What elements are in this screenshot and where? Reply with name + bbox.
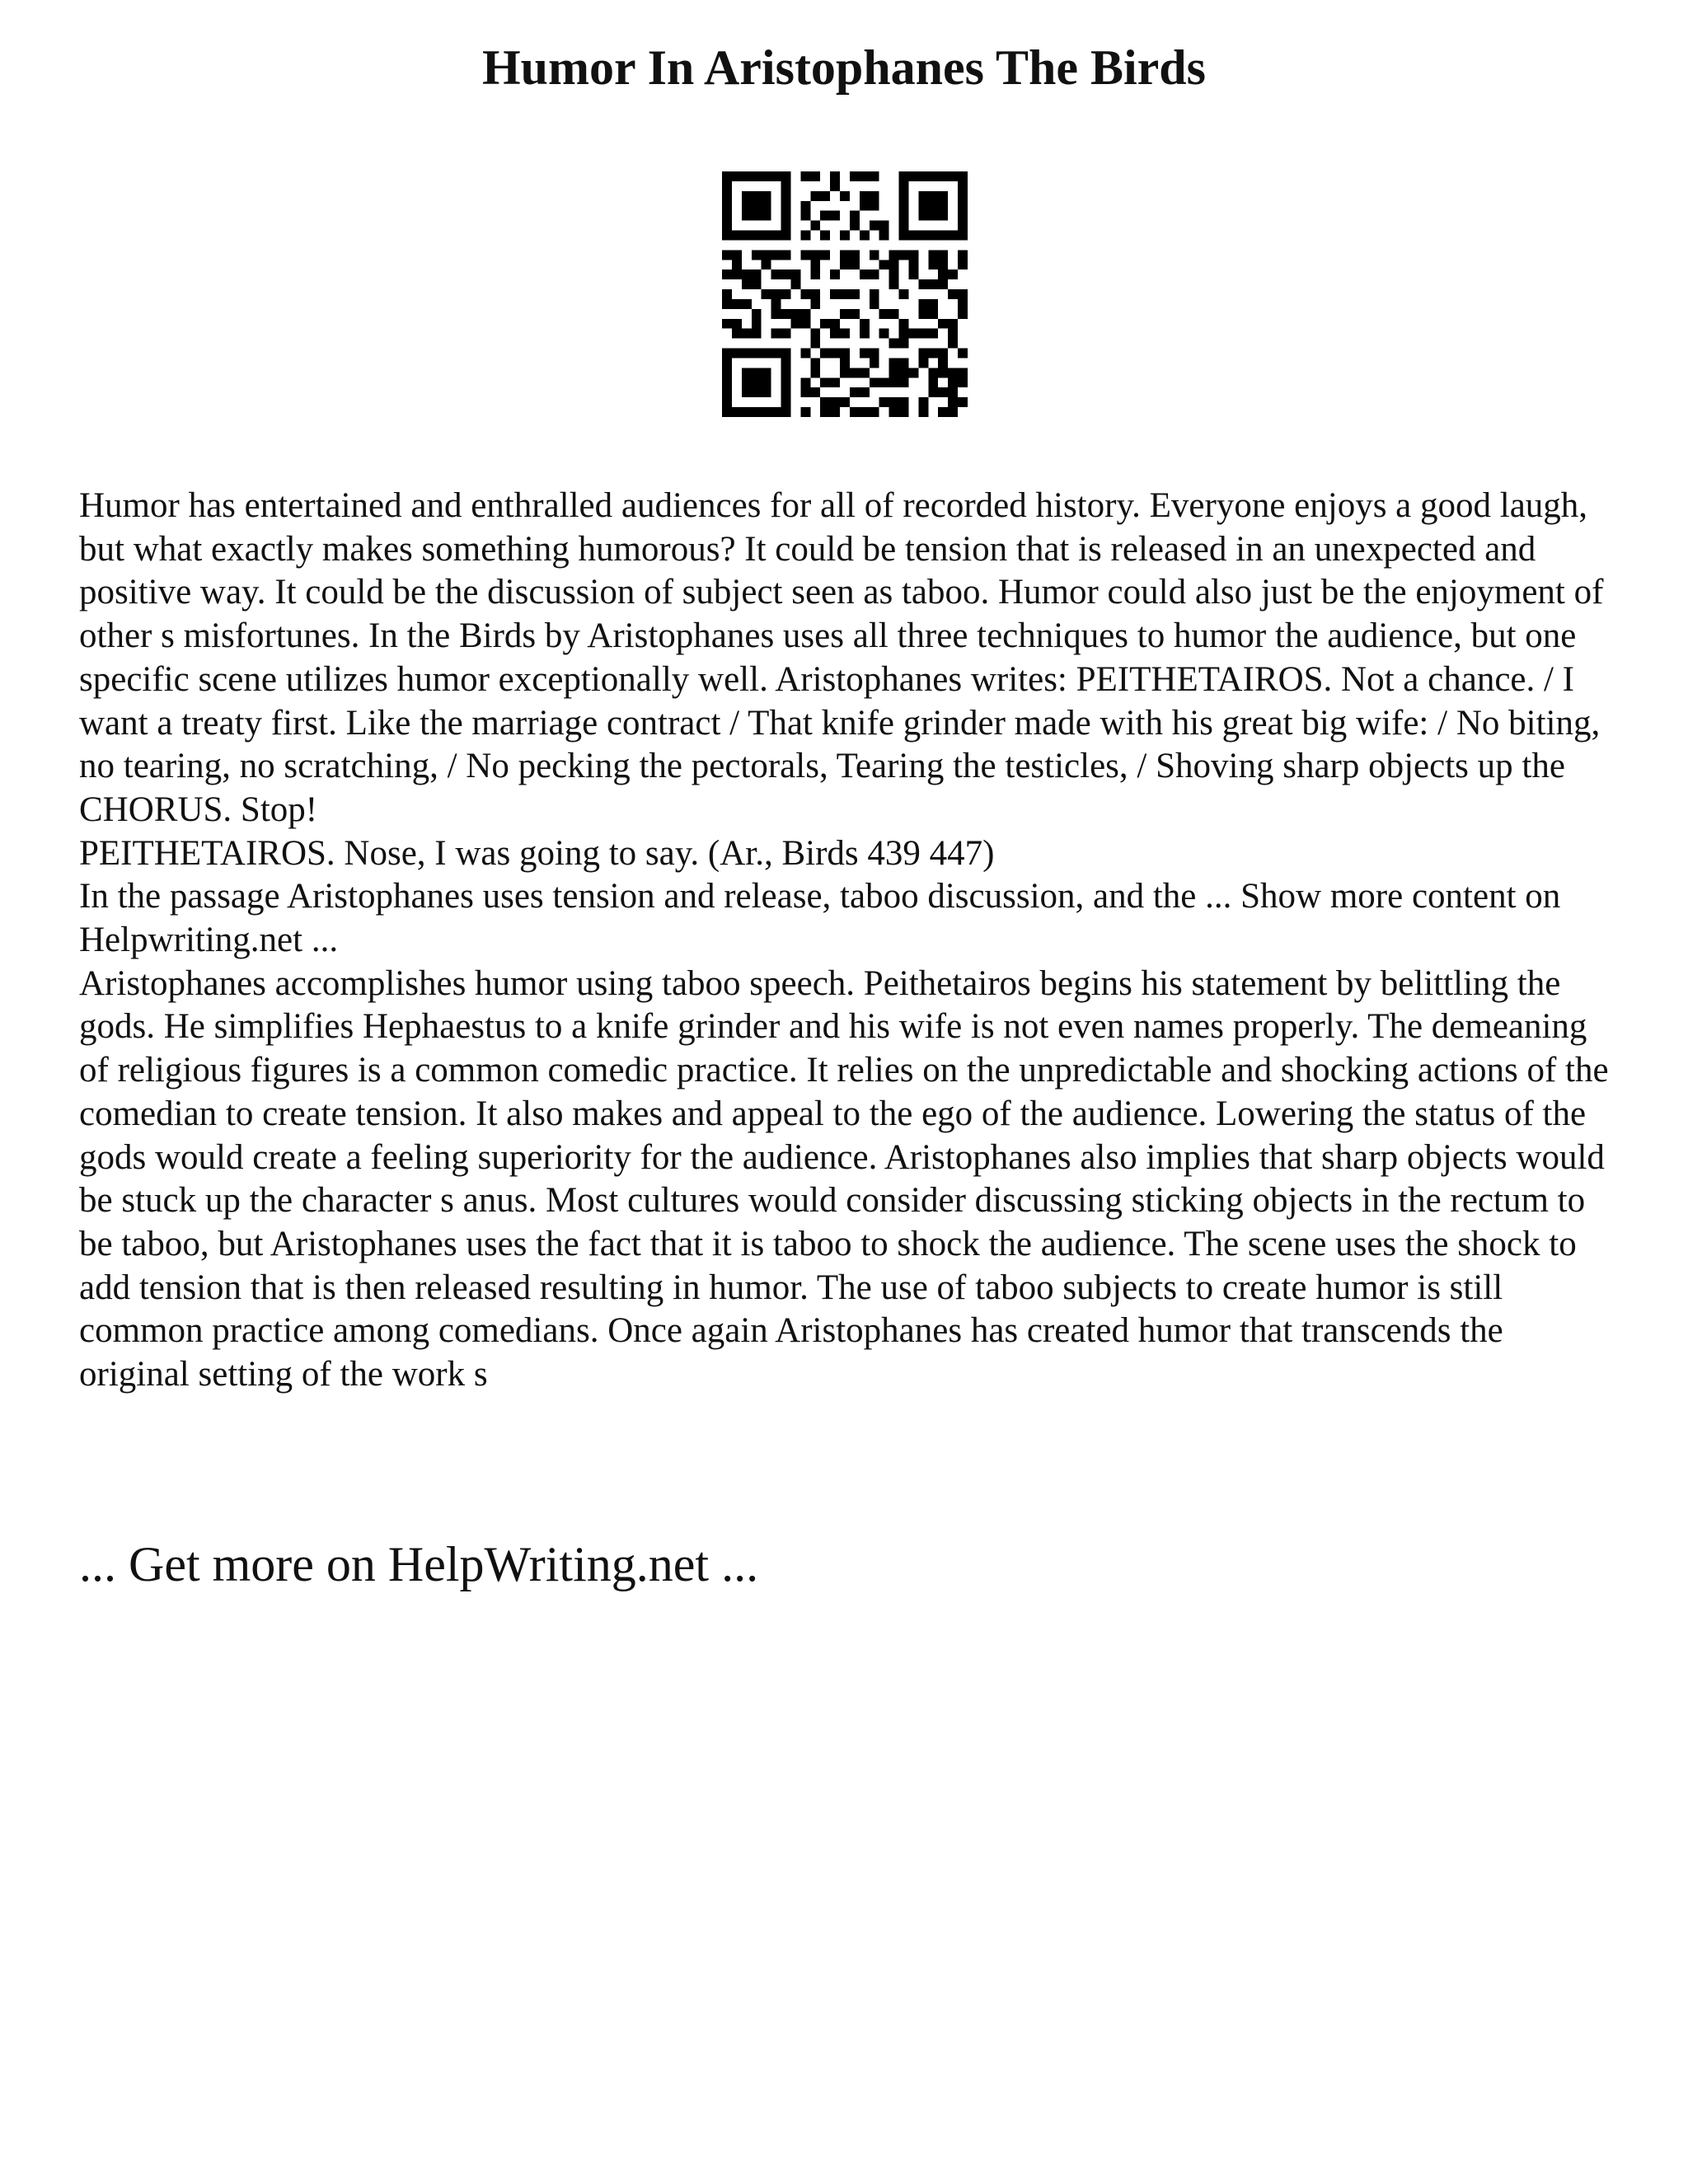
paragraph-analysis: Aristophanes accomplishes humor using taboo speech. Peithetairos begins his statement by belittling the gods. He simplifies Hephaestus to a knife grinder and his wife is not even names properly. The demeaning of religious figures is a common comedic practice. It relies on the unpredictable and shocking actions of the comedian to create tension. It also makes and appeal to the ego of the audience. Lowering the status of the gods would create a feeling superiority for the audience. Aristophanes also implies that sharp objects would be stuck up the character s anus. Most cultures would consider discussing sticking objects in the rectum to be taboo, but Aristophanes uses the fact that it is taboo to shock the audience. The scene uses the shock to add tension that is then released resulting in humor. The use of taboo subjects to create humor is still common practice among comedians. Once again Aristophanes has created humor that transcends the original setting of the work s bbox=[79, 963, 1609, 1394]
body-text bbox=[79, 485, 1612, 1397]
paragraph-chorus: CHORUS. Stop! bbox=[79, 790, 318, 829]
paragraph-intro: Humor has entertained and enthralled audiences for all of recorded history. Everyone enjoys a good laugh, but what exactly makes something humorous? It could be tension that is released in an unexpected and positive way. It could be the discussion of subject seen as taboo. Humor could also just be the enjoyment of other s misfortunes. In the Birds by Aristophanes uses all three techniques to humor the audience, but one specific scene utilizes humor exceptionally well. Aristophanes writes: PEITHETAIROS. Not a chance. / I want a treaty first. Like the marriage contract / That knife grinder made with his great big wife: / No biting, no tearing, no scratching, / No pecking the pectorals, Tearing the testicles, / Shoving sharp objects up the bbox=[79, 486, 1604, 786]
paragraph-peithetairos: PEITHETAIROS. Nose, I was going to say. (Ar., Birds 439 447) bbox=[79, 833, 995, 873]
qr-code-icon bbox=[722, 171, 968, 417]
document-title: Humor In Aristophanes The Birds bbox=[482, 40, 1206, 95]
paragraph-show-more: In the passage Aristophanes uses tension and release, taboo discussion, and the ... Show more content on Helpwriting.net ... bbox=[79, 877, 1561, 960]
get-more-link[interactable]: ... Get more on HelpWriting.net ... bbox=[79, 1537, 759, 1591]
